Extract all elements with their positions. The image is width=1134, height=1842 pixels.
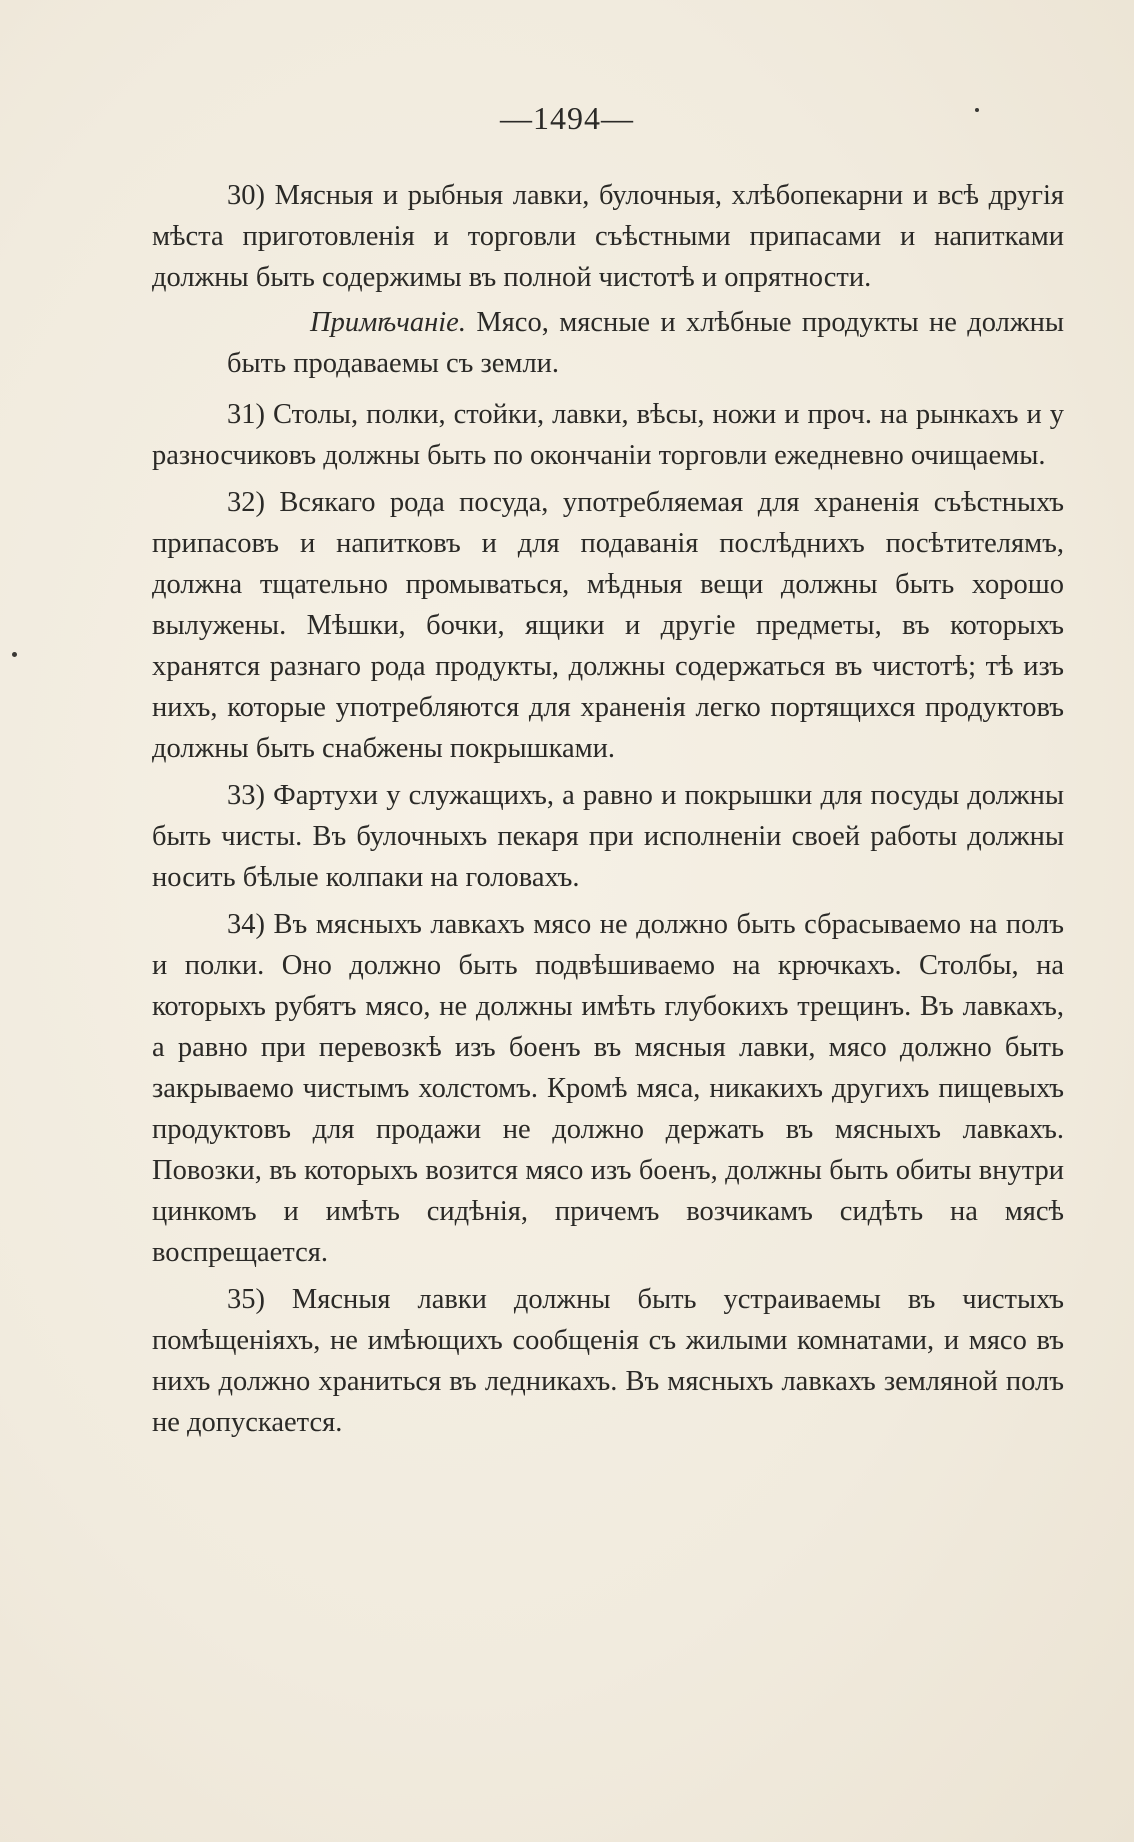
ink-speck — [975, 108, 979, 112]
page-number: —1494— — [500, 100, 634, 136]
paragraph-30: 30) Мясныя и рыбныя лавки, булочныя, хлѣбопекарни и всѣ другія мѣста приготовленія и торговли съѣстными припасами и напитками должны быть содержимы въ полной чистотѣ и опрятности. — [152, 180, 1064, 293]
ink-speck — [12, 652, 17, 657]
paragraph-34: 34) Въ мясныхъ лавкахъ мясо не должно быть сбрасываемо на полъ и полки. Оно должно быть подвѣшиваемо на крючкахъ. Столбы, на которыхъ рубятъ мясо, не должны имѣть глубокихъ трещинъ. Въ лавкахъ, а равно при перевозкѣ изъ боенъ въ мясныя лавки, мясо должно быть закрываемо чистымъ холстомъ. Кромѣ мяса, никакихъ другихъ пищевыхъ продуктовъ для продажи не должно держать въ мясныхъ лавкахъ. Повозки, въ которыхъ возится мясо изъ боенъ, должны быть обиты внутри цинкомъ и имѣть сидѣнія, причемъ возчикамъ сидѣть на мясѣ воспрещается. — [152, 909, 1064, 1268]
note-text: Мясо, мясные и хлѣбные продукты не должны быть продаваемы съ земли. — [227, 307, 1064, 379]
paragraph-31: 31) Столы, полки, стойки, лавки, вѣсы, ножи и проч. на рынкахъ и у разносчиковъ должны быть по окончаніи торговли ежедневно очищаемы. — [152, 399, 1064, 471]
note-label: Примѣчаніе. — [310, 307, 466, 338]
paragraph-33: 33) Фартухи у служащихъ, а равно и покрышки для посуды должны быть чисты. Въ булочныхъ пекаря при исполненіи своей работы должны носить бѣлые колпаки на головахъ. — [152, 780, 1064, 893]
body-text — [152, 175, 1064, 1449]
paragraph-32: 32) Всякаго рода посуда, употребляемая для храненія съѣстныхъ припасовъ и напитковъ и для подаванія послѣднихъ посѣтителямъ, должна тщательно промываться, мѣдныя вещи должны быть хорошо вылужены. Мѣшки, бочки, ящики и другіе предметы, въ которыхъ хранятся разнаго рода продукты, должны содержаться въ чистотѣ; тѣ изъ нихъ, которые употребляются для храненія легко портящихся продуктовъ должны быть снабжены покрышками. — [152, 487, 1064, 764]
note — [227, 302, 1064, 384]
paragraph-35: 35) Мясныя лавки должны быть устраиваемы въ чистыхъ помѣщеніяхъ, не имѣющихъ сообщенія съ жилыми комнатами, и мясо въ нихъ должно храниться въ ледникахъ. Въ мясныхъ лавкахъ земляной полъ не допускается. — [152, 1284, 1064, 1438]
